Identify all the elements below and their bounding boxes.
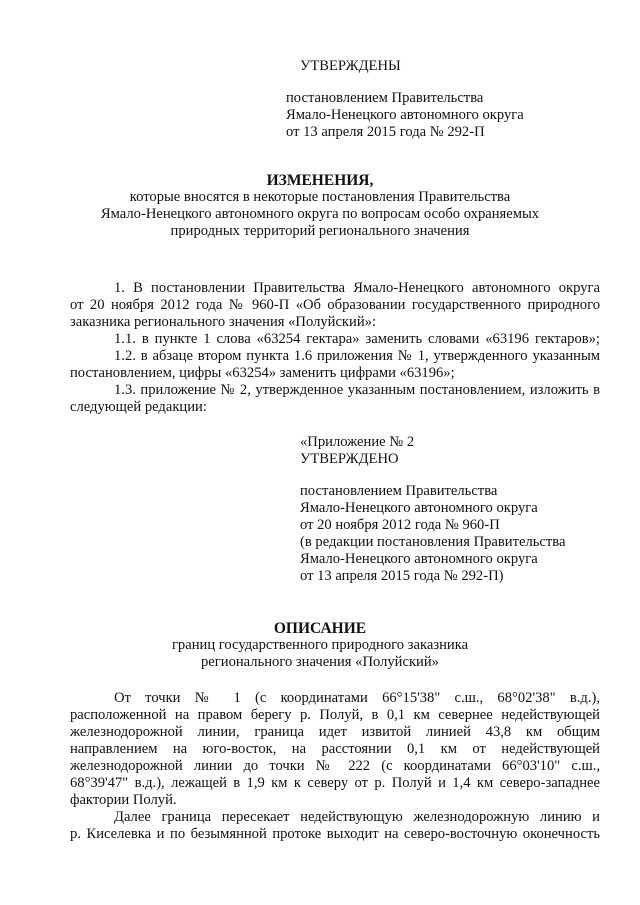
clause-line: 1.1. в пункте 1 слова «63254 гектара» заменить словами «63196 гектаров»; (114, 331, 600, 347)
changes-subtitle-line: Ямало-Ненецкого автономного округа по вопросам особо охраняемых (100, 206, 540, 222)
changes-heading (0, 172, 640, 240)
appendix-title-line: УТВЕРЖДЕНО (300, 451, 399, 467)
approval-line: от 13 апреля 2015 года № 292-П (286, 124, 485, 140)
description-heading (0, 620, 640, 671)
changes-subtitle-line: природных территорий регионального значения (170, 223, 470, 239)
description-line: р. Киселевка и по безымянной протоке выходит на северо-восточную оконечность (70, 826, 600, 842)
description-line: От точки № 1 (с координатами 66°15'38" с.ш., 68°02'38" в.д.), (114, 690, 600, 706)
clauses-block (70, 280, 600, 416)
clause-line: заказника регионального значения «Полуйский»: (70, 314, 376, 330)
description-title: ОПИСАНИЕ (273, 620, 367, 637)
description-subtitle-line: регионального значения «Полуйский» (201, 654, 439, 670)
description-line: железнодорожной линии, граница идет извитой линией 43,8 км общим (70, 724, 600, 740)
description-block (70, 690, 600, 843)
description-line: железнодорожной линии до точки № 222 (с координатами 66°03'10" с.ш., (70, 758, 600, 774)
appendix-line: от 20 ноября 2012 года № 960-П (300, 517, 500, 533)
clause-line: 1. В постановлении Правительства Ямало-Ненецкого автономного округа (114, 280, 600, 296)
clause-line: от 20 ноября 2012 года № 960-П «Об образовании государственного природного (70, 297, 600, 313)
description-line: Далее граница пересекает недействующую железнодорожную линию и (114, 809, 600, 825)
clause-line: следующей редакции: (70, 399, 207, 415)
appendix-line: от 13 апреля 2015 года № 292-П) (300, 568, 504, 584)
appendix-line: Ямало-Ненецкого автономного округа (300, 500, 538, 516)
description-line: 68°39'47" в.д.), лежащей в 1,9 км к северу от р. Полуй и 1,4 км северо-западнее (70, 775, 600, 791)
appendix-line: (в редакции постановления Правительства (300, 534, 566, 550)
clause-line: 1.2. в абзаце втором пункта 1.6 приложения № 1, утвержденного указанным (114, 348, 600, 364)
clause-line: постановлением, цифры «63254» заменить цифрами «63196»; (70, 365, 455, 381)
description-line: фактории Полуй. (70, 792, 177, 808)
approval-block (286, 90, 524, 141)
approval-line: постановлением Правительства (286, 90, 484, 106)
changes-subtitle-line: которые вносятся в некоторые постановления Правительства (129, 189, 511, 205)
description-subtitle-line: границ государственного природного заказника (171, 637, 469, 653)
changes-title: ИЗМЕНЕНИЯ, (266, 172, 374, 189)
description-line: направлением на юго-восток, на расстоянии 0,1 км от недействующей (70, 741, 600, 757)
appendix-line: постановлением Правительства (300, 483, 498, 499)
appendix-line: Ямало-Ненецкого автономного округа (300, 551, 538, 567)
approval-title: УТВЕРЖДЕНЫ (300, 58, 401, 74)
appendix-title (300, 434, 414, 468)
description-line: расположенной на правом берегу р. Полуй, в 0,1 км севернее недействующей (70, 707, 600, 723)
clause-line: 1.3. приложение № 2, утвержденное указанным постановлением, изложить в (114, 382, 600, 398)
appendix-title-line: «Приложение № 2 (300, 434, 415, 450)
approval-line: Ямало-Ненецкого автономного округа (286, 107, 524, 123)
appendix-block (300, 483, 565, 585)
